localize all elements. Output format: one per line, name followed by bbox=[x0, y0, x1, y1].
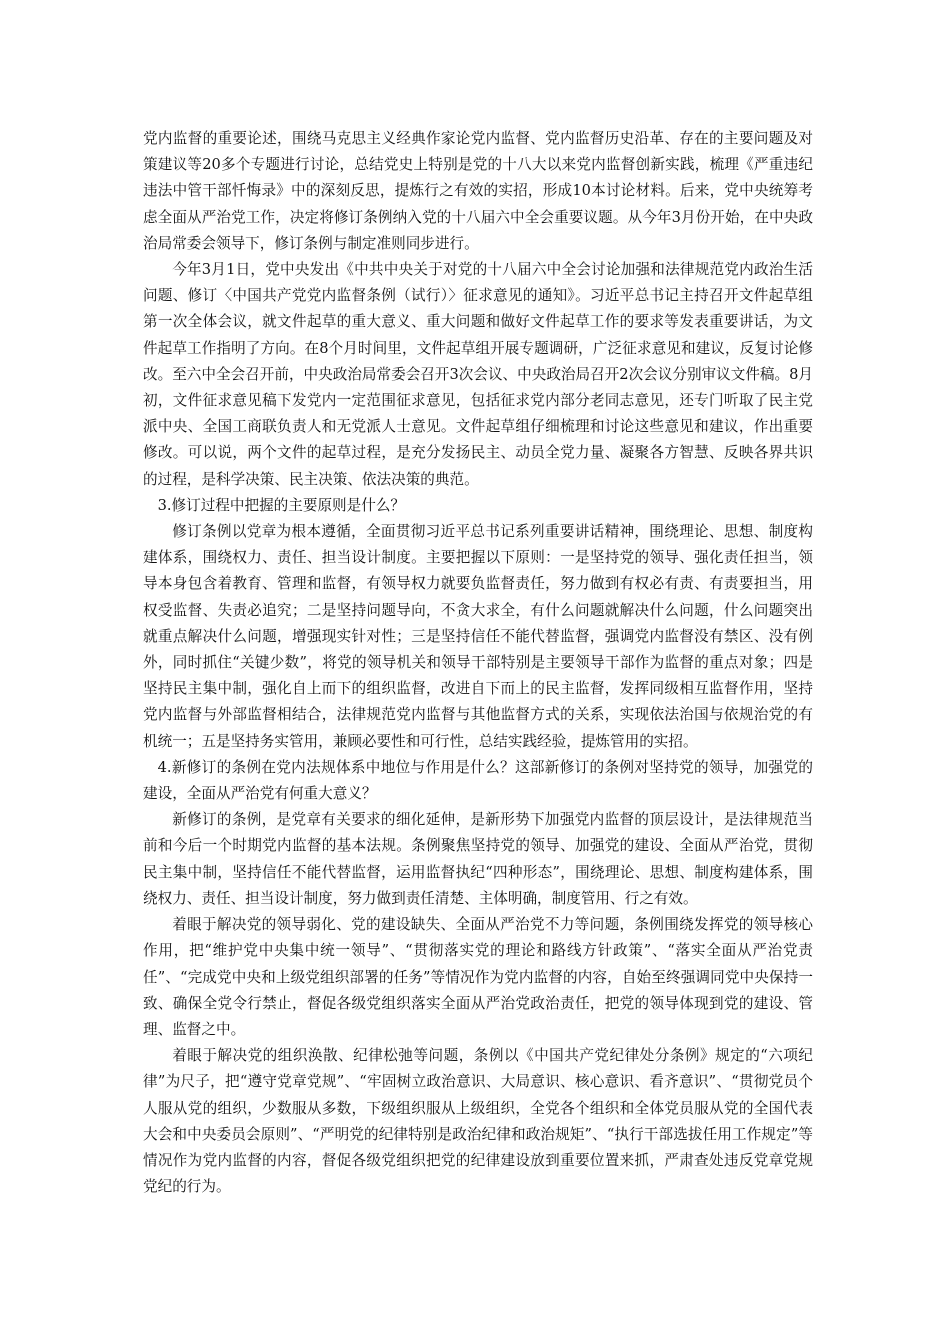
paragraph-discipline-laxity: 着眼于解决党的组织涣散、纪律松弛等问题，条例以《中国共产党纪律处分条例》规定的“六项纪律”为尺子，把“遵守党章党规”、“牢固树立政治意识、大局意识、核心意识、看齐意识”、“贯彻党员个人服从党的组织，少数服从多数，下级组织服从上级组织，全党各个组织和全体党员服从党的全国代表大会和中央委员会原则”、“严明党的纪律特别是政治纪律和政治规矩”、“执行干部选拔任用工作规定”等情况作为党内监督的内容，督促各级党组织把党的纪律建设放到重要位置来抓，严肃查处违反党章党规党纪的行为。 bbox=[143, 1047, 813, 1196]
paragraph-intro-continued: 党内监督的重要论述，围绕马克思主义经典作家论党内监督、党内监督历史沿革、存在的主要问题及对策建议等20多个专题进行讨论，总结党史上特别是党的十八大以来党内监督创新实践，梳理《严重违纪违法中管干部忏悔录》中的深刻反思，提炼行之有效的实招，形成10本讨论材料。后来，党中央统筹考虑全面从严治党工作，决定将修订条例纳入党的十八届六中全会重要议题。从今年3月份开始，在中央政治局常委会领导下，修订条例与制定准则同步进行。 bbox=[143, 130, 813, 252]
paragraph-leadership-weakening: 着眼于解决党的领导弱化、党的建设缺失、全面从严治党不力等问题，条例围绕发挥党的领导核心作用，把“维护党中央集中统一领导”、“贯彻落实党的理论和路线方针政策”、“落实全面从严治党责任”、“完成党中央和上级党组织部署的任务”等情况作为党内监督的内容，自始至终强调同党中央保持一致、确保全党令行禁止，督促各级党组织落实全面从严治党政治责任，把党的领导体现到党的建设、管理、监督之中。 bbox=[143, 916, 813, 1038]
document-body bbox=[143, 126, 813, 1200]
question-heading-3: 3.修订过程中把握的主要原则是什么？ bbox=[157, 496, 406, 514]
paragraph-status-role: 新修订的条例，是党章有关要求的细化延伸，是新形势下加强党内监督的顶层设计，是法律规范当前和今后一个时期党内监督的基本法规。条例聚焦坚持党的领导、加强党的建设、全面从严治党，贯彻民主集中制，坚持信任不能代替监督，运用监督执纪“四种形态”，围绕理论、思想、制度构建体系，围绕权力、责任、担当设计制度，努力做到责任清楚、主体明确，制度管用、行之有效。 bbox=[143, 811, 813, 907]
paragraph-principles: 修订条例以党章为根本遵循，全面贯彻习近平总书记系列重要讲话精神，围绕理论、思想、制度构建体系，围绕权力、责任、担当设计制度。主要把握以下原则：一是坚持党的领导、强化责任担当，领导本身包含着教育、管理和监督，有领导权力就要负监督责任，努力做到有权必有责、有责要担当，用权受监督、失责必追究；二是坚持问题导向，不贪大求全，有什么问题就解决什么问题，什么问题突出就重点解决什么问题，增强现实针对性；三是坚持信任不能代替监督，强调党内监督没有禁区、没有例外，同时抓住“关键少数”，将党的领导机关和领导干部特别是主要领导干部作为监督的重点对象；四是坚持民主集中制，强化自上而下的组织监督，改进自下而上的民主监督，发挥同级相互监督作用，坚持党内监督与外部监督相结合，法律规范党内监督与其他监督方式的关系，实现依法治国与依规治党的有机统一；五是坚持务实管用，兼顾必要性和可行性，总结实践经验，提炼管用的实招。 bbox=[143, 523, 813, 750]
paragraph-drafting-process: 今年3月1日，党中央发出《中共中央关于对党的十八届六中全会讨论加强和法律规范党内政治生活问题、修订〈中国共产党党内监督条例（试行）〉征求意见的通知》。习近平总书记主持召开文件起草组第一次全体会议，就文件起草的重大意义、重大问题和做好文件起草工作的要求等发表重要讲话，为文件起草工作指明了方向。在8个月时间里，文件起草组开展专题调研，广泛征求意见和建议，反复讨论修改。至六中全会召开前，中央政治局常委会召开3次会议、中央政治局召开2次会议分别审议文件稿。8月初，文件征求意见稿下发党内一定范围征求意见，包括征求党内部分老同志意见，还专门听取了民主党派中央、全国工商联负责人和无党派人士意见。文件起草组仔细梳理和讨论这些意见和建议，作出重要修改。可以说，两个文件的起草过程，是充分发扬民主、动员全党力量、凝聚各方智慧、反映各界共识的过程，是科学决策、民主决策、依法决策的典范。 bbox=[143, 261, 813, 488]
question-heading-4: 4.新修订的条例在党内法规体系中地位与作用是什么？这部新修订的条例对坚持党的领导，加强党的建设，全面从严治党有何重大意义？ bbox=[143, 758, 813, 803]
